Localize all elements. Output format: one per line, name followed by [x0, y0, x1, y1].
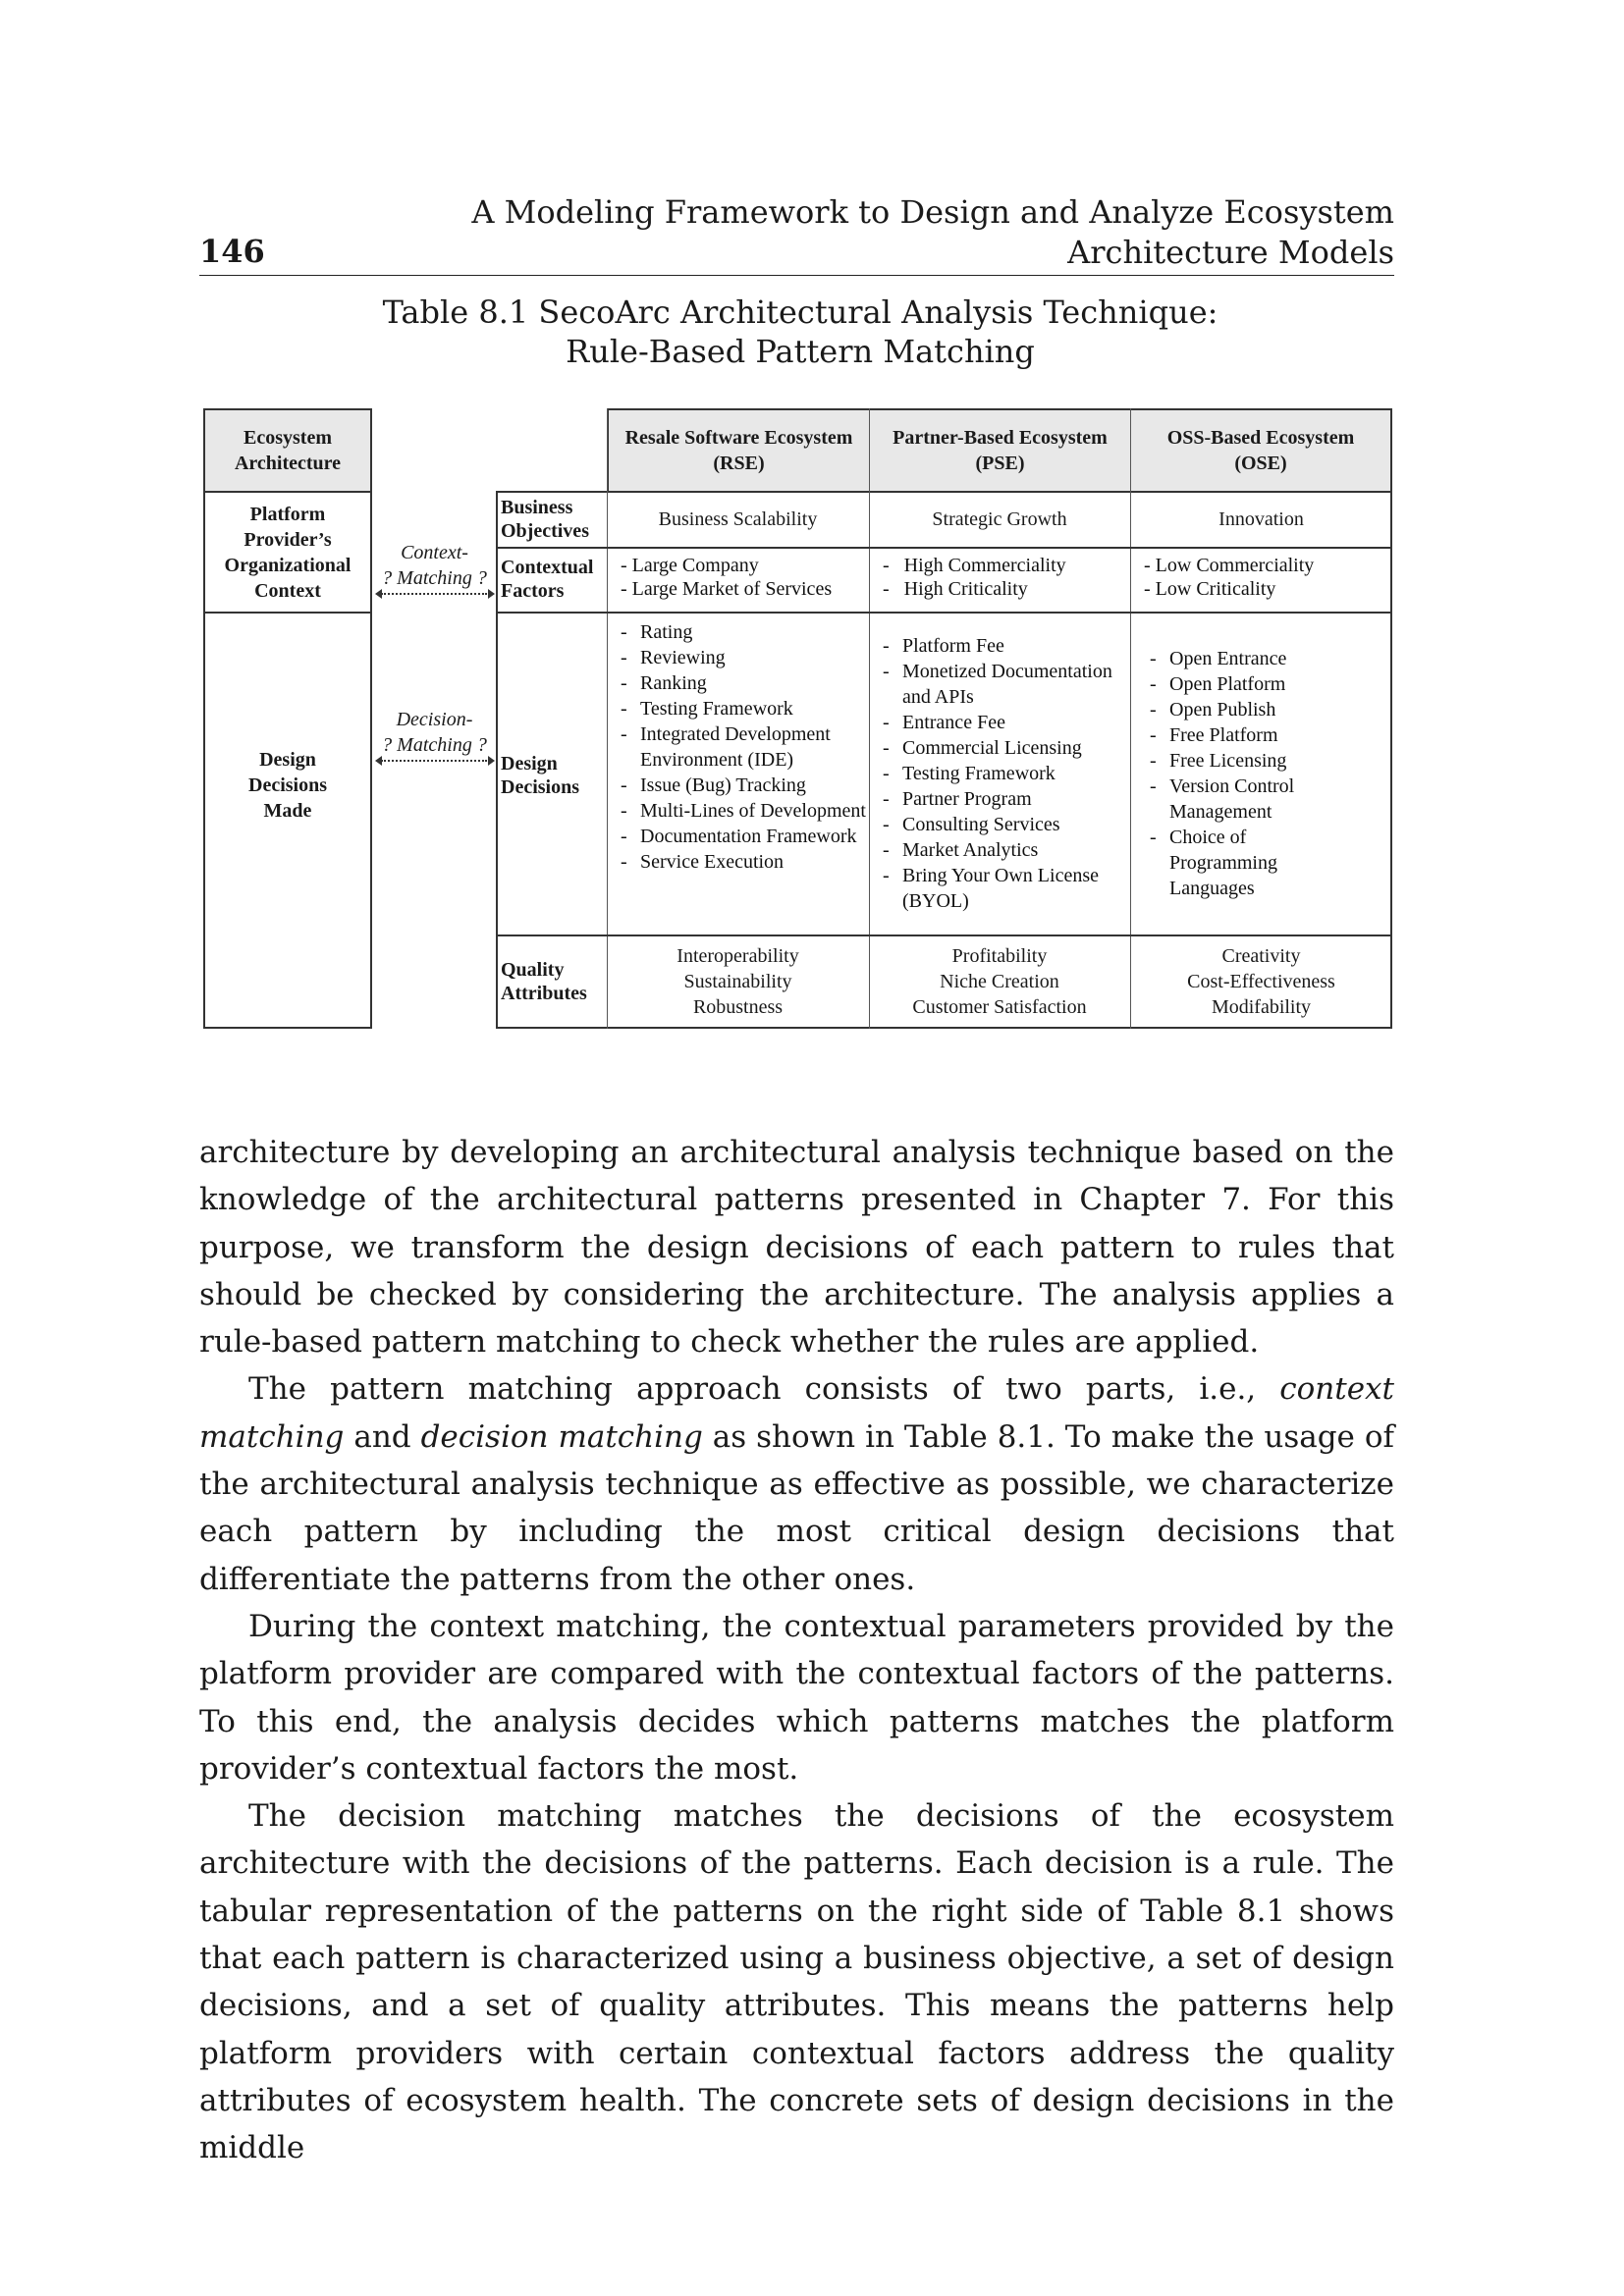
design-decision-item: - Platform Fee [879, 633, 1129, 659]
title-line: Architecture Models [1067, 234, 1394, 271]
arrow-left-icon [375, 589, 382, 599]
column-header-rse: Resale Software Ecosystem (RSE) [609, 410, 869, 491]
business-ose: Innovation [1218, 507, 1304, 530]
design-pse [879, 633, 1129, 914]
design-decision-item: - Open Entrance [1146, 646, 1338, 671]
ecosystem-architecture-header: Ecosystem Architecture [205, 410, 370, 491]
arrow-right-icon [488, 589, 495, 599]
business-rse: Business Scalability [658, 507, 818, 530]
design-decision-item: - Testing Framework [879, 761, 1129, 786]
design-decision-item: - Monetized Documentation and APIs [879, 659, 1129, 710]
design-decisions-made-label: Design Decisions Made [248, 749, 327, 822]
divider [496, 547, 1392, 549]
contextual-ose: - Low Commerciality - Low Criticality [1144, 555, 1315, 600]
arrow-text: Decision- [396, 709, 473, 730]
design-decision-item: - Documentation Framework [617, 824, 867, 849]
design-rse [617, 619, 867, 875]
design-decision-item: - Choice of Programming Languages [1146, 825, 1338, 901]
row-label-quality-attributes: Quality Attributes [501, 959, 587, 1004]
design-decision-item: - Rating [617, 619, 867, 645]
design-decision-item: - Commercial Licensing [879, 735, 1129, 761]
design-decision-item: - Entrance Fee [879, 710, 1129, 735]
design-decision-item: - Issue (Bug) Tracking [617, 773, 867, 798]
quality-pse: Profitability Niche Creation Customer Satisfaction [912, 945, 1087, 1018]
row-label-contextual-factors: Contextual Factors [501, 557, 594, 602]
column-header-pse: Partner-Based Ecosystem (PSE) [870, 410, 1130, 491]
paragraph: During the context matching, the contextual parameters provided by the platform provider are compared with the contextual factors of the patterns. To this end, the analysis decides which patterns matches the platform provider’s contextual factors the most. [199, 1608, 1394, 1787]
design-decision-item: - Partner Program [879, 786, 1129, 812]
design-decision-item: - Market Analytics [879, 837, 1129, 863]
paragraph: The pattern matching approach consists of two parts, i.e., context matching and decision matching as shown in Table 8.1. To make the usage of the architectural analysis technique as effective as possible, we characterize each pattern by including the most critical design decisions that differentiate the patterns from the other ones. [199, 1371, 1394, 1597]
design-decision-item: - Reviewing [617, 645, 867, 670]
design-decision-item: - Consulting Services [879, 812, 1129, 837]
organizational-context-label: Platform Provider’s Organizational Context [224, 503, 352, 602]
contextual-rse: - Large Company - Large Market of Services [621, 555, 833, 600]
design-decision-item: - Free Licensing [1146, 748, 1338, 774]
arrow-text: ? Matching ? [382, 734, 487, 756]
design-decision-item: - Service Execution [617, 849, 867, 875]
table-caption [295, 293, 1306, 371]
arrow-text: ? Matching ? [382, 567, 487, 589]
quality-rse: Interoperability Sustainability Robustness [677, 945, 799, 1018]
design-decision-item: - Open Platform [1146, 671, 1338, 697]
design-decision-item: - Multi-Lines of Development [617, 798, 867, 824]
row-label-business-objectives: Business Objectives [501, 496, 589, 542]
page-number: 146 [199, 233, 265, 270]
design-decision-item: - Free Platform [1146, 722, 1338, 748]
body-text [199, 1129, 1394, 2172]
paragraph: architecture by developing an architectural analysis technique based on the knowledge of the architectural patterns presented in Chapter 7. For this purpose, we transform the design decisions of each pattern to rules that should be checked by considering the architecture. The analysis applies a rule-based pattern matching to check whether the rules are applied. [199, 1135, 1394, 1361]
decision-matching-arrow [381, 760, 487, 762]
title-line: A Modeling Framework to Design and Analyze Ecosystem [471, 193, 1394, 231]
arrow-left-icon [375, 756, 382, 766]
design-decision-item: - Open Publish [1146, 697, 1338, 722]
context-matching-arrow [381, 593, 487, 595]
context-matching-label [373, 540, 496, 591]
contextual-pse: - High Commerciality - High Criticality [883, 555, 1066, 600]
divider [496, 612, 1392, 614]
arrow-right-icon [488, 756, 495, 766]
caption-line: Rule-Based Pattern Matching [566, 333, 1035, 370]
arrow-text: Context- [401, 542, 468, 563]
business-pse: Strategic Growth [932, 507, 1067, 530]
design-decision-item: - Ranking [617, 670, 867, 696]
caption-line: Table 8.1 SecoArc Architectural Analysis Technique: [382, 294, 1218, 331]
design-ose [1142, 646, 1338, 901]
quality-ose: Creativity Cost-Effectiveness Modifability [1187, 945, 1335, 1018]
row-label-design-decisions: Design Decisions [501, 753, 579, 798]
paragraph: The decision matching matches the decisions of the ecosystem architecture with the decisions of the patterns. Each decision is a rule. The tabular representation of the patterns on the right side of Table 8.1 shows that each pattern is characterized using a business objective, a set of design decisions, and a set of quality attributes. This means the patterns help platform providers with certain contextual factors address the quality attributes of ecosystem health. The concrete sets of design decisions in the middle [199, 1798, 1394, 2166]
design-decision-item: - Integrated Development Environment (IDE) [617, 721, 867, 773]
design-decision-item: - Testing Framework [617, 696, 867, 721]
design-decision-item: - Version Control Management [1146, 774, 1338, 825]
running-title [471, 192, 1394, 273]
design-decision-item: - Bring Your Own License (BYOL) [879, 863, 1129, 914]
decision-matching-label [373, 707, 496, 758]
column-header-ose: OSS-Based Ecosystem (OSE) [1131, 410, 1390, 491]
header-rule [199, 275, 1394, 276]
